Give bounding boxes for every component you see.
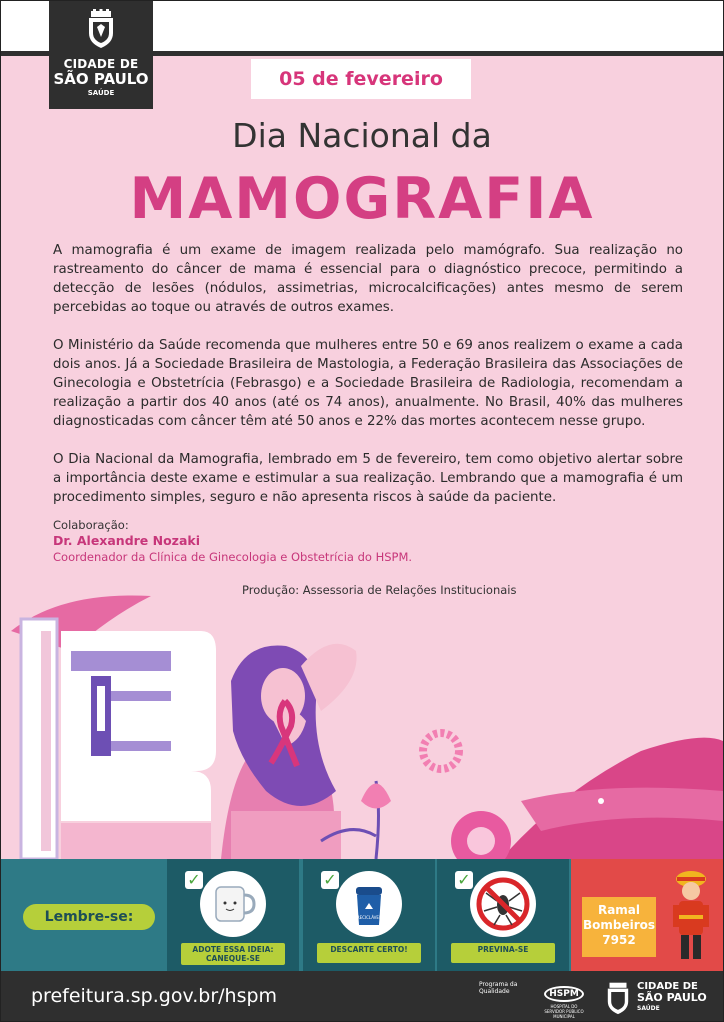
tip-label-recycle: DESCARTE CERTO! [317,943,421,963]
paragraph-3: O Dia Nacional da Mamografia, lembrado em 5 de fevereiro, tem como objetivo alertar sobre a importância deste exame e estimular a sua realização. Lembrando que a mamografia é um procedimento simples, seguro e não apresenta riscos à saúde da paciente. [53,452,683,505]
hspm-logo [541,981,587,1019]
firefighter-icon [669,867,713,967]
quality-line1: Programa da [479,981,518,988]
paragraph-1: A mamografia é um exame de imagem realizada pelo mamógrafo. Sua realização no rastreamento do câncer de mama é essencial para o diagnóstico precoce, permitindo a detecção de lesões (nódulos, assimetrias, microcalcificações) antes mesmo de serem percebidas ao toque ou através de outros exames. [53,243,683,315]
ramal-line3: 7952 [602,933,636,947]
city-crest-icon [86,9,116,49]
date-badge: 05 de fevereiro [251,59,471,99]
collab-role: Coordenador da Clínica de Ginecologia e Obstetrícia do HSPM. [53,550,413,564]
footer-city-text [637,981,724,1014]
ramal-line1: Ramal [597,903,641,917]
city-name-line3: SAÚDE [87,89,115,97]
collab-label: Colaboração: [53,518,129,532]
hspm-subtitle: HOSPITAL DO SERVIDOR PÚBLICO MUNICIPAL [544,1004,584,1019]
paragraph-2: O Ministério da Saúde recomenda que mulheres entre 50 e 69 anos realizem o exame a cada dois anos. Já a Sociedade Brasileira de Mastologia, a Federação Brasileira das Associações de Ginecologia e Obstetrícia (Febrasgo) e a Sociedade Brasileira de Radiologia, recomendam a realização a partir dos 40 anos (até os 74 anos), anualmente. No Brasil, 40% das mulheres diagnosticadas com câncer têm até 50 anos e 22% das mortes acontecem nesse grupo. [53,338,683,429]
tip-label-mug: ADOTE ESSA IDEIA: CANEQUE-SE [181,943,285,965]
bin-text: RECICLÁVEL [356,915,382,920]
title-main: MAMOGRAFIA [129,166,595,232]
city-crest-icon [605,981,631,1015]
website-link[interactable]: prefeitura.sp.gov.br/hspm [31,985,278,1007]
hspm-name: HSPM [544,986,584,1002]
mammography-illustration [1,591,723,859]
check-icon: ✓ [455,871,473,889]
check-icon: ✓ [185,871,203,889]
footer-city-line1: CIDADE DE [637,981,698,992]
production-credit: Produção: Assessoria de Relações Institucionais [242,583,517,597]
tip-card-mug [167,859,299,971]
city-name-line1: CIDADE DE [63,57,139,71]
firefighter-extension [582,897,656,957]
collab-name: Dr. Alexandre Nozaki [53,533,200,548]
quality-program-logo [479,981,517,995]
mug-icon [200,871,266,937]
collaboration [53,517,553,565]
ramal-line2: Bombeiros [582,918,656,932]
footer-city-logo [605,981,707,1019]
tip-card-recycle [303,859,435,971]
body-text [53,241,683,526]
footer-city-line3: SAÚDE [637,1005,660,1012]
recycle-bin-icon [336,871,402,937]
no-mosquito-icon [470,871,536,937]
lembre-badge: Lembre-se: [23,904,155,930]
quality-line2: Qualidade [479,988,510,995]
title-line1: Dia Nacional da [232,116,492,155]
tip-card-mosquito [437,859,569,971]
footer-city-line2: SÃO PAULO [637,991,707,1004]
city-name-line2: SÃO PAULO [53,70,149,88]
tip-label-mosquito: PREVINA-SE [451,943,555,963]
check-icon: ✓ [321,871,339,889]
city-logo-badge [49,1,153,109]
